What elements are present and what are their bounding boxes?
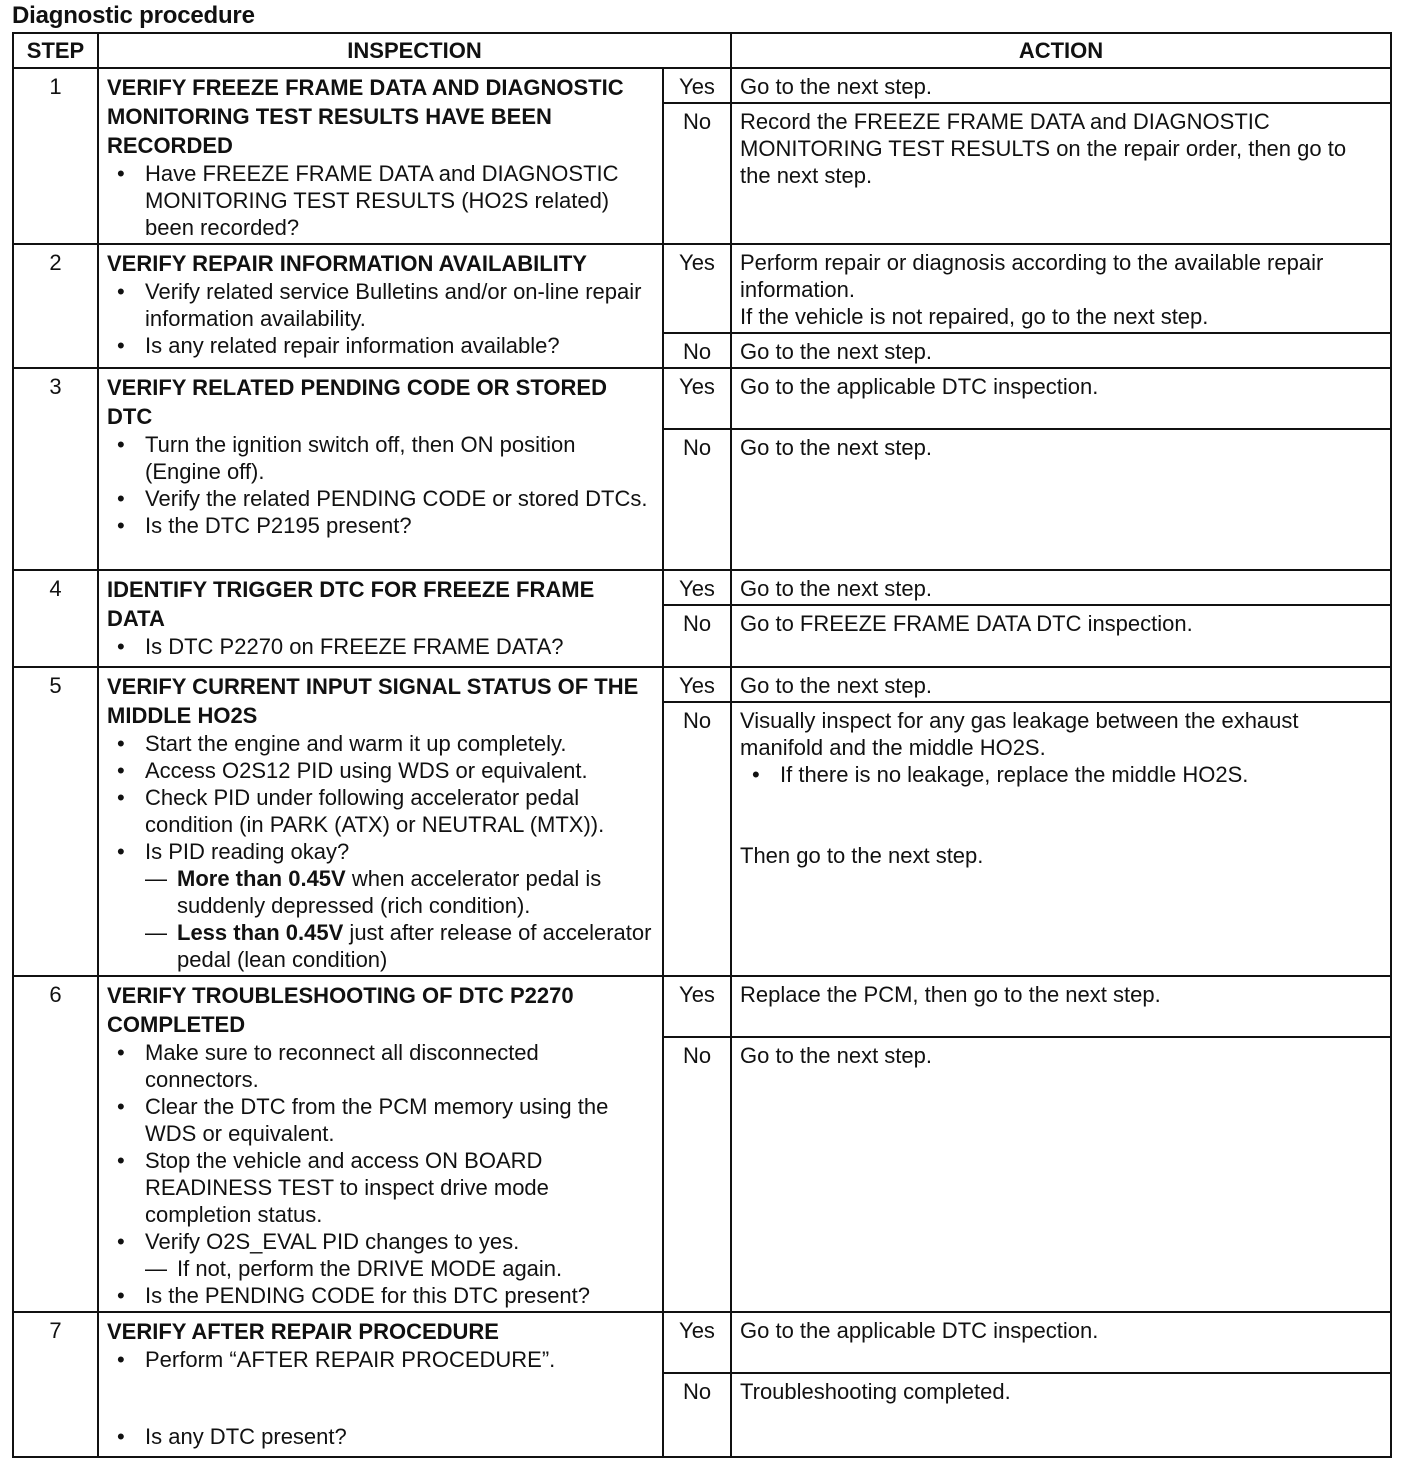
- yes-action: Go to the applicable DTC inspection.: [731, 368, 1391, 429]
- table-row: [13, 667, 1391, 702]
- inspection-cell: [98, 1312, 663, 1457]
- yes-action: Go to the applicable DTC inspection.: [731, 1312, 1391, 1373]
- no-label: No: [663, 1373, 731, 1457]
- spacer: [740, 788, 1382, 842]
- inspection-sub-item: — If not, perform the DRIVE MODE again.: [145, 1255, 654, 1282]
- inspection-bullet: • Check PID under following accelerator pedal condition (in PARK (ATX) or NEUTRAL (MTX)).: [107, 784, 654, 838]
- inspection-title: VERIFY FREEZE FRAME DATA AND DIAGNOSTIC MONITORING TEST RESULTS HAVE BEEN RECORDED: [107, 75, 624, 158]
- yes-label: Yes: [663, 68, 731, 103]
- table-row: [13, 244, 1391, 333]
- inspection-bullet: • Is any DTC present?: [107, 1423, 654, 1450]
- no-action: Go to FREEZE FRAME DATA DTC inspection.: [731, 605, 1391, 667]
- header-action: ACTION: [731, 33, 1391, 68]
- inspection-bullet: • Make sure to reconnect all disconnected connectors.: [107, 1039, 654, 1093]
- no-label: No: [663, 103, 731, 244]
- no-label: No: [663, 333, 731, 368]
- no-action-text-2: Then go to the next step.: [740, 843, 984, 869]
- inspection-bullet: • Access O2S12 PID using WDS or equivalent.: [107, 757, 654, 784]
- inspection-cell: [98, 68, 663, 244]
- inspection-sub-item: [145, 919, 654, 973]
- no-action: [731, 702, 1391, 976]
- table-row: [13, 976, 1391, 1037]
- inspection-bullet-text: Is PID reading okay?: [145, 839, 350, 864]
- yes-label: Yes: [663, 570, 731, 605]
- inspection-bullet: • Is the DTC P2195 present?: [107, 512, 654, 539]
- inspection-bullet: • Have FREEZE FRAME DATA and DIAGNOSTIC MONITORING TEST RESULTS (HO2S related) been recorded?: [107, 160, 654, 241]
- yes-action: Go to the next step.: [731, 667, 1391, 702]
- inspection-sub-item: [145, 865, 654, 919]
- no-action-bullet: • If there is no leakage, replace the middle HO2S.: [740, 761, 1382, 788]
- inspection-bullet: • Start the engine and warm it up completely.: [107, 730, 654, 757]
- inspection-cell: [98, 667, 663, 976]
- no-action: Troubleshooting completed.: [731, 1373, 1391, 1457]
- inspection-bullet: • Is any related repair information available?: [107, 332, 654, 359]
- inspection-cell: [98, 570, 663, 667]
- inspection-bullet-text: Verify O2S_EVAL PID changes to yes.: [145, 1229, 520, 1254]
- no-label: No: [663, 702, 731, 976]
- spacer: [107, 1373, 654, 1423]
- step-number: 4: [13, 570, 98, 667]
- inspection-bullet: • Is DTC P2270 on FREEZE FRAME DATA?: [107, 633, 654, 660]
- sub-item-bold: More than 0.45V: [177, 866, 346, 891]
- inspection-bullet: • Stop the vehicle and access ON BOARD READINESS TEST to inspect drive mode completion status.: [107, 1147, 654, 1228]
- inspection-cell: [98, 976, 663, 1312]
- yes-label: Yes: [663, 667, 731, 702]
- inspection-bullet: • Perform “AFTER REPAIR PROCEDURE”.: [107, 1346, 654, 1373]
- no-action: Go to the next step.: [731, 429, 1391, 570]
- inspection-title: VERIFY AFTER REPAIR PROCEDURE: [107, 1319, 499, 1344]
- step-number: 5: [13, 667, 98, 976]
- table-row: [13, 570, 1391, 605]
- table-header-row: [13, 33, 1391, 68]
- inspection-bullet: • Verify the related PENDING CODE or stored DTCs.: [107, 485, 654, 512]
- yes-action: Replace the PCM, then go to the next step.: [731, 976, 1391, 1037]
- no-action: Go to the next step.: [731, 333, 1391, 368]
- inspection-cell: [98, 368, 663, 570]
- no-label: No: [663, 429, 731, 570]
- inspection-title: IDENTIFY TRIGGER DTC FOR FREEZE FRAME DATA: [107, 577, 595, 631]
- step-number: 2: [13, 244, 98, 368]
- inspection-title: VERIFY CURRENT INPUT SIGNAL STATUS OF THE MIDDLE HO2S: [107, 674, 639, 728]
- inspection-cell: [98, 244, 663, 368]
- inspection-title: VERIFY TROUBLESHOOTING OF DTC P2270 COMPLETED: [107, 983, 574, 1037]
- header-inspection: INSPECTION: [98, 33, 731, 68]
- yes-label: Yes: [663, 244, 731, 333]
- yes-action: Go to the next step.: [731, 68, 1391, 103]
- inspection-bullet: • Is the PENDING CODE for this DTC present?: [107, 1282, 654, 1309]
- step-number: 6: [13, 976, 98, 1312]
- sub-item-text: just after release of accelerator pedal (lean condition): [177, 920, 652, 972]
- no-action: Go to the next step.: [731, 1037, 1391, 1312]
- yes-action-text: Perform repair or diagnosis according to the available repair information.: [740, 250, 1324, 302]
- sub-item-text: when accelerator pedal is suddenly depressed (rich condition).: [177, 866, 602, 918]
- no-action: Record the FREEZE FRAME DATA and DIAGNOSTIC MONITORING TEST RESULTS on the repair order, then go to the next step.: [731, 103, 1391, 244]
- step-number: 7: [13, 1312, 98, 1457]
- sub-item-bold: Less than 0.45V: [177, 920, 344, 945]
- yes-action-text-2: If the vehicle is not repaired, go to the next step.: [740, 304, 1209, 329]
- inspection-bullet: [107, 1228, 654, 1282]
- table-row: [13, 368, 1391, 429]
- inspection-bullet: • Verify related service Bulletins and/or on-line repair information availability.: [107, 278, 654, 332]
- no-label: No: [663, 605, 731, 667]
- yes-action: Go to the next step.: [731, 570, 1391, 605]
- inspection-title: VERIFY RELATED PENDING CODE OR STORED DTC: [107, 375, 607, 429]
- yes-action: [731, 244, 1391, 333]
- step-number: 1: [13, 68, 98, 244]
- inspection-bullet: [107, 838, 654, 973]
- yes-label: Yes: [663, 1312, 731, 1373]
- inspection-bullet: • Turn the ignition switch off, then ON position (Engine off).: [107, 431, 654, 485]
- inspection-title: VERIFY REPAIR INFORMATION AVAILABILITY: [107, 251, 587, 276]
- no-label: No: [663, 1037, 731, 1312]
- yes-label: Yes: [663, 368, 731, 429]
- diagnostic-procedure-table: [12, 32, 1392, 1458]
- no-action-text: Visually inspect for any gas leakage between the exhaust manifold and the middle HO2S.: [740, 708, 1299, 761]
- table-row: [13, 68, 1391, 103]
- yes-label: Yes: [663, 976, 731, 1037]
- header-step: STEP: [13, 33, 98, 68]
- page-title: Diagnostic procedure: [12, 2, 255, 29]
- inspection-bullet: • Clear the DTC from the PCM memory using the WDS or equivalent.: [107, 1093, 654, 1147]
- table-row: [13, 1312, 1391, 1373]
- step-number: 3: [13, 368, 98, 570]
